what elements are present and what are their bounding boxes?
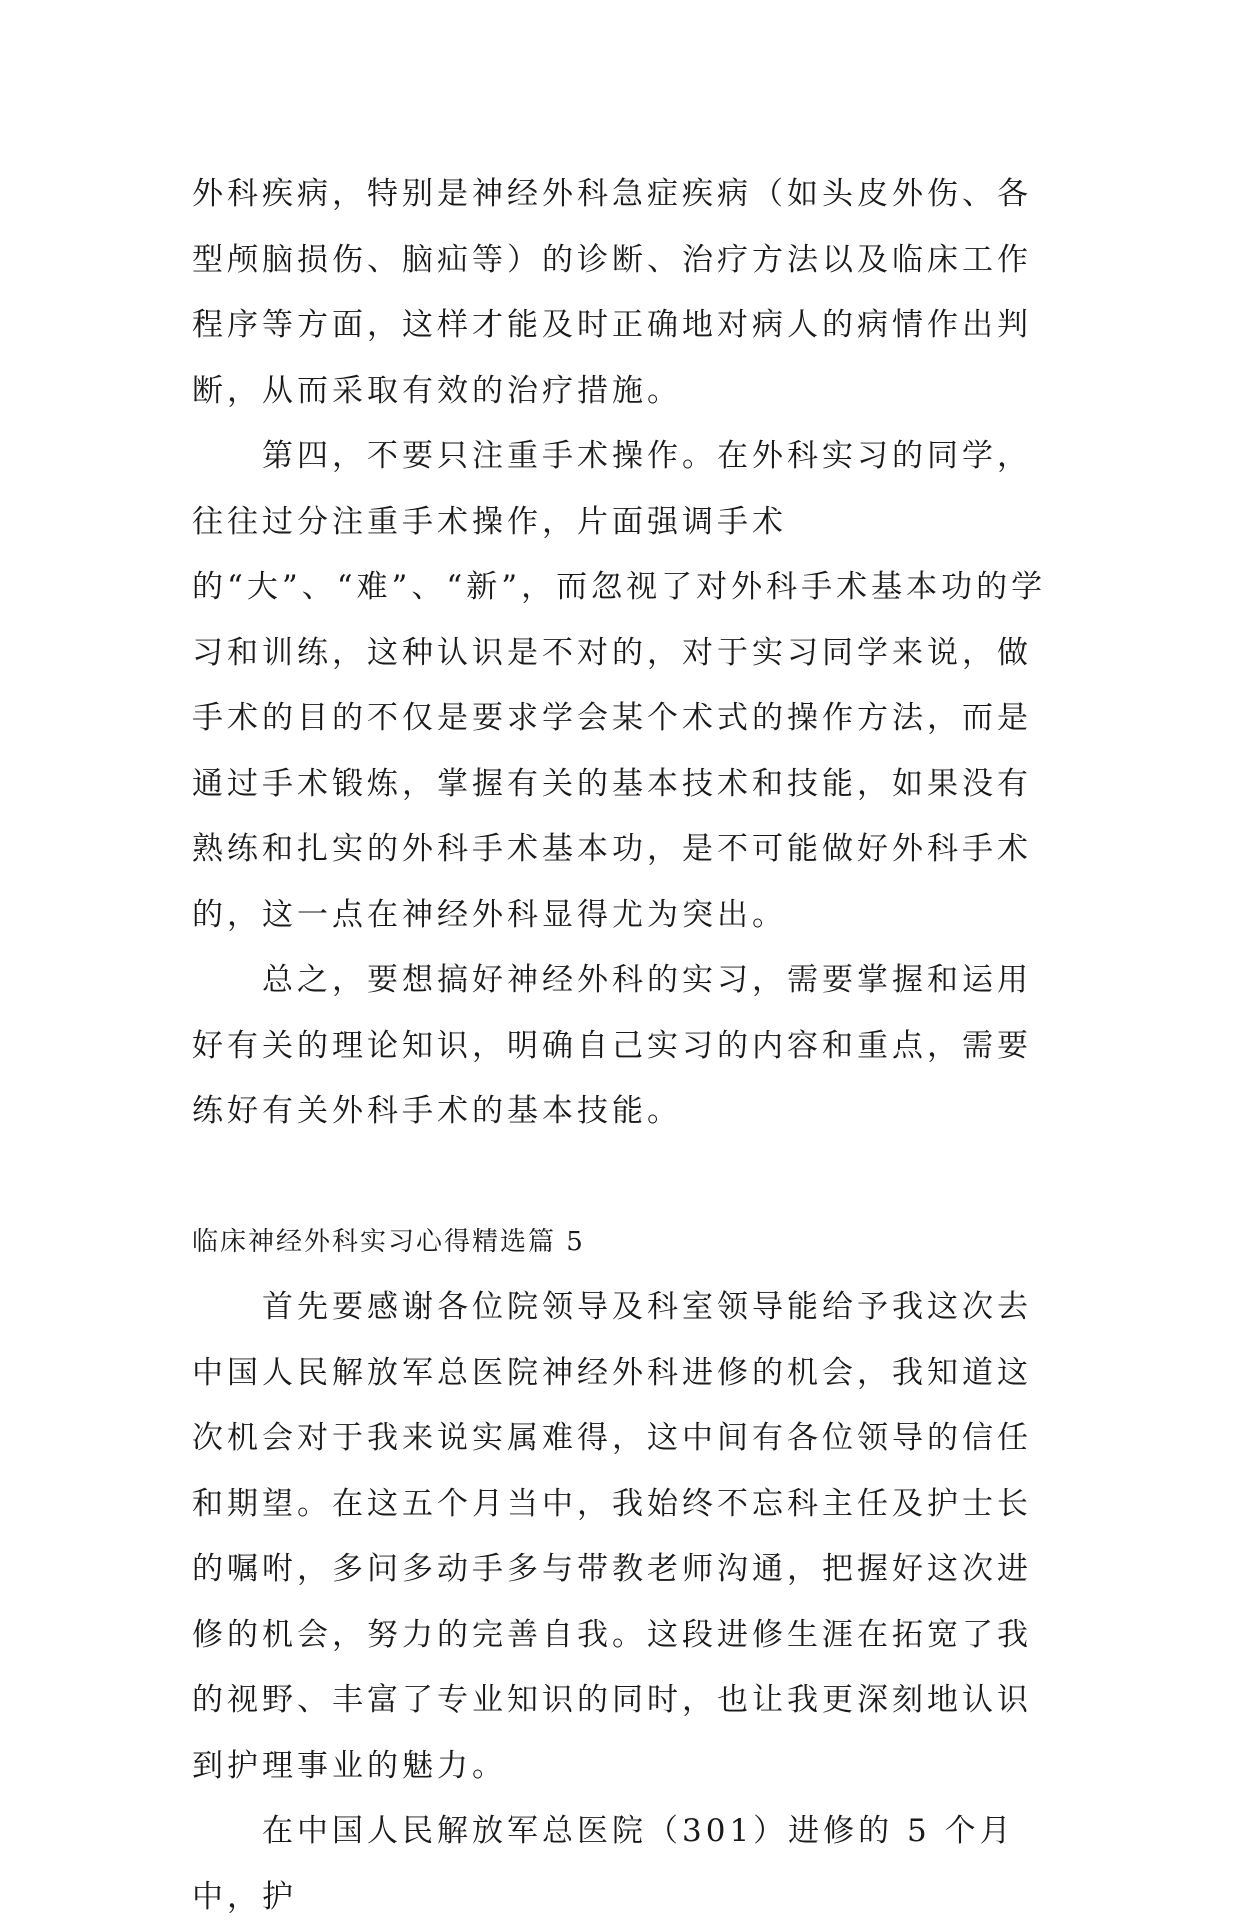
section-heading: 临床神经外科实习心得精选篇 5 <box>192 1226 585 1257</box>
paragraph-point-four: 第四，不要只注重手术操作。在外科实习的同学，往往过分注重手术操作，片面强调手术的“大”、“难”、“新”，而忽视了对外科手术基本功的学习和训练，这种认识是不对的，对于实习同学来说，做手术的目的不仅是要求学会某个术式的操作方法，而是通过手术锻炼，掌握有关的基本技术和技能，如果没有熟练和扎实的外科手术基本功，是不可能做好外科手术的，这一点在神经外科显得尤为突出。 <box>192 438 1047 933</box>
paragraph-thanks: 首先要感谢各位院领导及科室领导能给予我这次去中国人民解放军总医院神经外科进修的机会，我知道这次机会对于我来说实属难得，这中间有各位领导的信任和期望。在这五个月当中，我始终不忘科主任及护士长的嘱咐，多问多动手多与带教老师沟通，把握好这次进修的机会，努力的完善自我。这段进修生涯在拓宽了我的视野、丰富了专业知识的同时，也让我更深刻地认识到护理事业的魅力。 <box>192 1289 1032 1784</box>
paragraph-conclusion: 总之，要想搞好神经外科的实习，需要掌握和运用好有关的理论知识，明确自己实习的内容和重点，需要练好有关外科手术的基本技能。 <box>192 962 1032 1129</box>
paragraph-301-training: 在中国人民解放军总医院（301）进修的 5 个月中，护 <box>192 1813 1015 1915</box>
section-gap <box>192 1145 1062 1210</box>
paragraph-surgery-diseases: 外科疾病，特别是神经外科急症疾病（如头皮外伤、各型颅脑损伤、脑疝等）的诊断、治疗方法以及临床工作程序等方面，这样才能及时正确地对病人的病情作出判断，从而采取有效的治疗措施。 <box>192 176 1032 409</box>
document-body <box>192 162 1062 1930</box>
